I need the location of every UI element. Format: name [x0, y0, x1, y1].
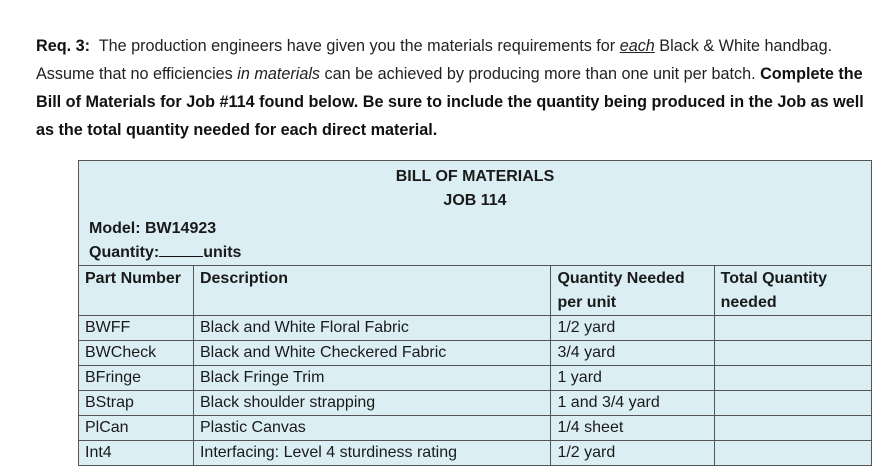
description-cell: Black Fringe Trim [193, 366, 550, 391]
description-cell: Interfacing: Level 4 sturdiness rating [193, 441, 550, 466]
italic-phrase: in materials [237, 65, 321, 83]
total-qty-cell[interactable] [714, 441, 871, 466]
total-qty-cell[interactable] [714, 416, 871, 441]
table-row [79, 441, 872, 466]
bom-quantity [89, 241, 861, 265]
bom-title: BILL OF MATERIALS [395, 168, 555, 185]
part-number-cell: BWFF [79, 316, 194, 341]
qty-per-unit-cell: 1 yard [551, 366, 714, 391]
total-qty-cell[interactable] [714, 366, 871, 391]
requirement-instructions [36, 32, 876, 144]
qty-per-unit-cell: 3/4 yard [551, 341, 714, 366]
description-cell: Plastic Canvas [193, 416, 550, 441]
column-header-description: Description [193, 266, 550, 316]
qty-per-unit-cell: 1/4 sheet [551, 416, 714, 441]
instruction-text-3: can be achieved by producing more than one unit per batch. [324, 65, 756, 83]
total-qty-cell[interactable] [714, 341, 871, 366]
column-header-part-number: Part Number [79, 266, 194, 316]
instruction-text-2: Black & White handbag. Assume that no efficiencies [36, 37, 833, 83]
description-cell: Black and White Checkered Fabric [193, 341, 550, 366]
part-number-cell: Int4 [79, 441, 194, 466]
quantity-label: Quantity: [89, 244, 160, 261]
qty-per-unit-cell: 1/2 yard [551, 441, 714, 466]
qty-per-unit-cell: 1/2 yard [551, 316, 714, 341]
part-number-cell: BFringe [79, 366, 194, 391]
total-qty-cell[interactable] [714, 316, 871, 341]
bom-job: JOB 114 [443, 192, 507, 209]
req-label: Req. 3: [36, 37, 90, 55]
part-number-cell: BStrap [79, 391, 194, 416]
bom-header [79, 161, 872, 266]
description-cell: Black and White Floral Fabric [193, 316, 550, 341]
table-row [79, 316, 872, 341]
part-number-cell: PlCan [79, 416, 194, 441]
bom-model: Model: BW14923 [89, 220, 217, 237]
quantity-unit: units [203, 244, 242, 261]
table-row [79, 366, 872, 391]
instruction-text-1: The production engineers have given you the materials requirements for [98, 37, 616, 55]
quantity-blank-field[interactable] [159, 242, 203, 257]
emphasis-each: each [619, 37, 655, 55]
description-cell: Black shoulder strapping [193, 391, 550, 416]
table-row [79, 341, 872, 366]
table-row [79, 416, 872, 441]
bill-of-materials-table [78, 160, 872, 466]
column-header-total-qty: Total Quantity needed [714, 266, 871, 316]
column-header-qty-per-unit: Quantity Needed per unit [551, 266, 714, 316]
bold-instruction: Complete the Bill of Materials for Job #114 found below. Be sure to include the quantity being produced in the Job as well as the total quantity needed for each direct material. [36, 65, 864, 139]
qty-per-unit-cell: 1 and 3/4 yard [551, 391, 714, 416]
total-qty-cell[interactable] [714, 391, 871, 416]
part-number-cell: BWCheck [79, 341, 194, 366]
table-row [79, 391, 872, 416]
